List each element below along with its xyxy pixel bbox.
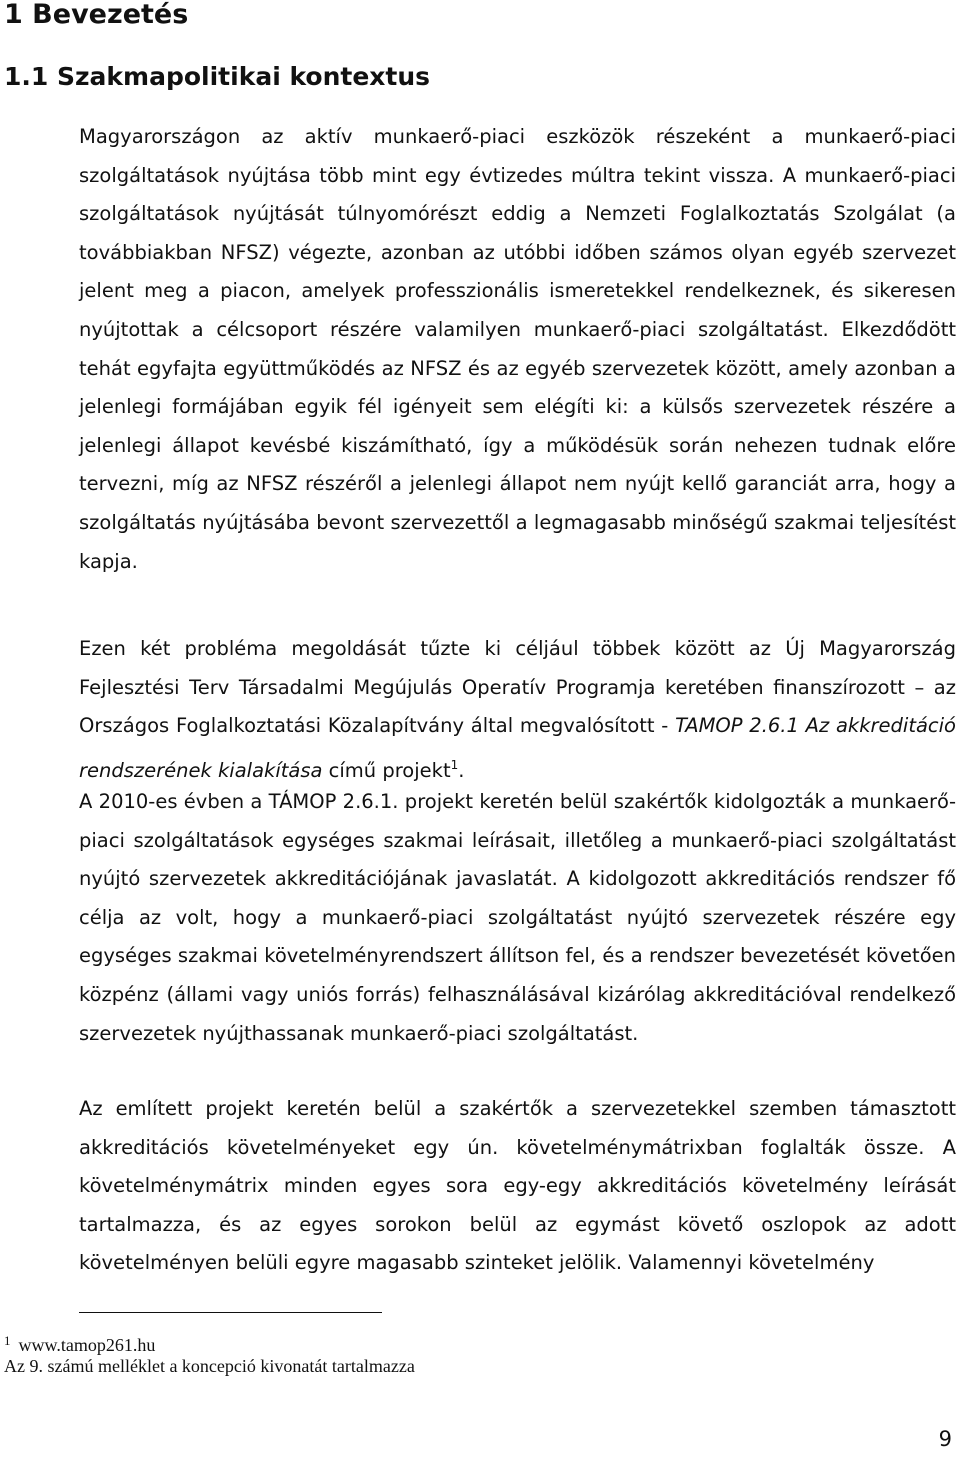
paragraph-project-text: Ezen két probléma megoldását tűzte ki céljául többek között az Új Magyarország Fejlesztési Terv Társadalmi Megújulás Operatív Programja keretében finanszírozott – az Országos Foglalkoztatási Közalapítvány által megvalósított -	[79, 637, 956, 738]
chapter-heading: 1 Bevezetés	[4, 0, 189, 30]
paragraph-context: Magyarországon az aktív munkaerő-piaci eszközök részeként a munkaerő-piaci szolgáltatások nyújtása több mint egy évtizedes múltra tekint vissza. A munkaerő-piaci szolgáltatások nyújtását túlnyomórészt eddig a Nemzeti Foglalkoztatás Szolgálat (a továbbiakban NFSZ) végezte, azonban az utóbbi időben számos olyan egyéb szervezet jelent meg a piacon, amelyek professzionális ismeretekkel rendelkeznek, és sikeresen nyújtottak a célcsoport részére valamilyen munkaerő-piaci szolgáltatást. Elkezdődött tehát egyfajta együttműködés az NFSZ és az egyéb szervezetek között, amely azonban a jelenlegi formájában egyik fél igényeit sem elégíti ki: a külsős szervezetek részére a jelenlegi állapot kevésbé kiszámítható, így a működésük során nehezen tudnak előre tervezni, míg az NFSZ részéről a jelenlegi állapot nem nyújt kellő garanciát arra, hogy a szolgáltatás nyújtásába bevont szervezettől a legmagasabb minőségű szakmai teljesítést kapja.	[79, 125, 956, 573]
footnote-separator	[79, 1312, 382, 1313]
paragraph-project	[79, 630, 956, 790]
paragraph-project-end: .	[458, 758, 465, 782]
paragraph-matrix: Az említett projekt keretén belül a szakértők a szervezetekkel szemben támasztott akkreditációs követelményeket egy ún. követelménymátrixban foglalták össze. A követelménymátrix minden egyes sora egy-egy akkreditációs követelmény leírását tartalmazza, és az egyes sorokon belül az egymást követő oszlopok az adott követelményen belüli egyre magasabb szinteket jelölik. Valamennyi követelmény	[79, 1097, 956, 1275]
footnote-1	[4, 1330, 155, 1356]
footnote-1-text[interactable]: www.tamop261.hu	[18, 1335, 156, 1355]
footnote-2: Az 9. számú melléklet a koncepció kivonatát tartalmazza	[4, 1356, 415, 1376]
footnote-reference[interactable]: 1	[450, 757, 459, 772]
paragraph-2010: A 2010-es évben a TÁMOP 2.6.1. projekt keretén belül szakértők kidolgozták a munkaerő-piaci szolgáltatások egységes szakmai leírásait, illetőleg a munkaerő-piaci szolgáltatást nyújtó szervezetek akkreditációjának javaslatát. A kidolgozott akkreditációs rendszer fő célja az volt, hogy a munkaerő-piaci szolgáltatást nyújtó szervezetek részére egy egységes szakmai követelményrendszert állítson fel, és a rendszer bevezetését követően közpénz (állami vagy uniós forrás) felhasználásával kizárólag akkreditációval rendelkező szervezetek nyújthassanak munkaerő-piaci szolgáltatást.	[79, 790, 956, 1045]
footnote-1-mark: 1	[4, 1333, 11, 1348]
section-heading: 1.1 Szakmapolitikai kontextus	[4, 62, 431, 91]
project-title: TAMOP 2.6.1 Az akkreditáció rendszerének kialakítása	[79, 714, 956, 782]
paragraph-project-suffix: című projekt	[322, 758, 451, 782]
page-number: 9	[938, 1427, 952, 1451]
